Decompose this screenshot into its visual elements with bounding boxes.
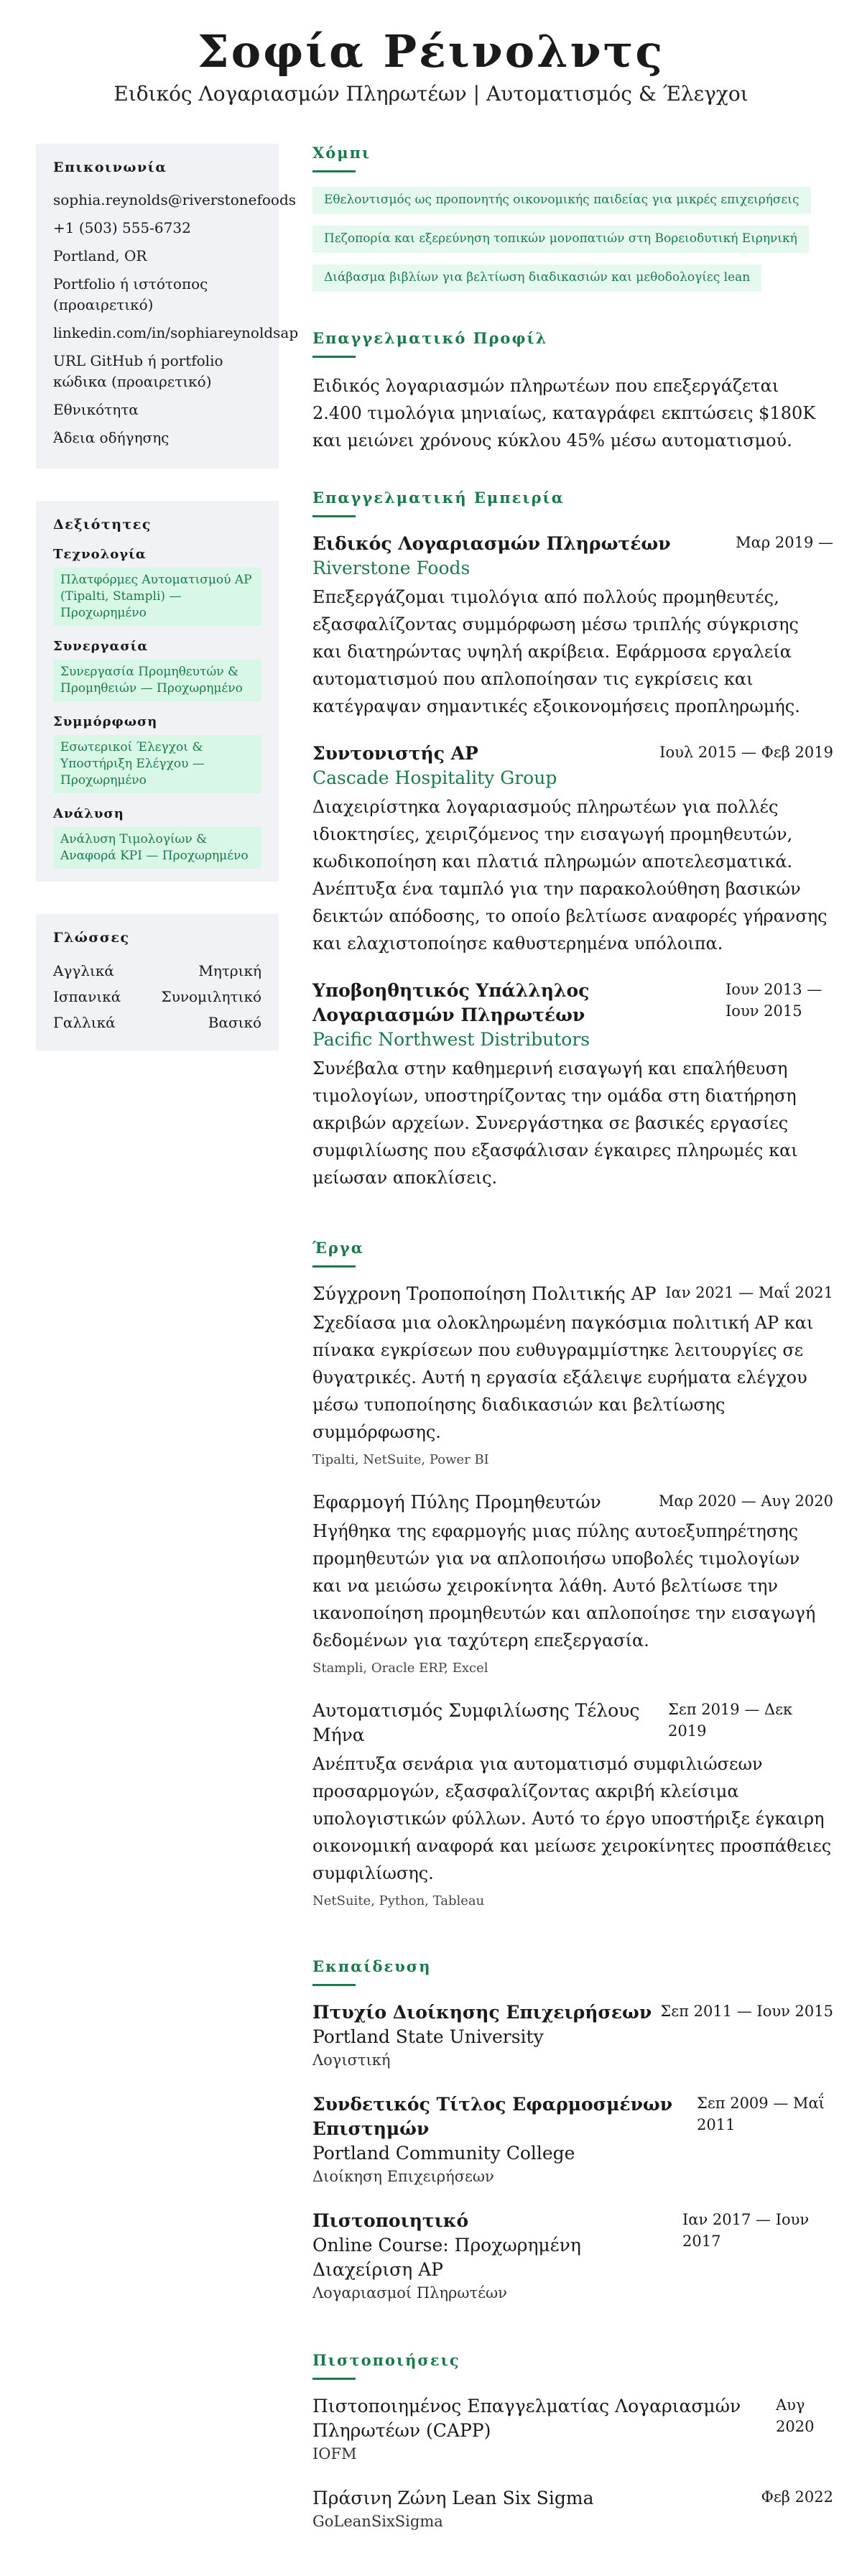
experience-title: Επαγγελματική Εμπειρία xyxy=(312,489,565,507)
hobbies-title: Χόμπι xyxy=(312,144,371,162)
project-date: Ιαν 2021 — Μαΐ 2021 xyxy=(665,1284,833,1301)
hobby-tag: Πεζοπορία και εξερεύνηση τοπικών μονοπατιών στη Βορειοδυτική Ειρηνική xyxy=(312,226,809,253)
school-name: Portland State University xyxy=(312,2026,544,2047)
section-underline xyxy=(312,1265,356,1268)
skill-group-name: Συνεργασία xyxy=(53,639,149,654)
profile-title: Επαγγελματικό Προφίλ xyxy=(312,329,548,347)
education-entry xyxy=(312,2092,833,2187)
project-entry xyxy=(312,1699,833,1910)
degree-name: Πιστοποιητικό xyxy=(312,2210,469,2231)
contact-linkedin[interactable]: linkedin.com/in/sophiareynoldsap xyxy=(53,324,299,341)
field-of-study: Λογιστική xyxy=(312,2051,391,2069)
skills-card xyxy=(36,501,279,882)
language-name: Γαλλικά xyxy=(53,1014,116,1031)
project-description: Ηγήθηκα της εφαρμογής μιας πύλης αυτοεξυπηρέτησης προμηθευτών για να απλοποιήσω υποβολές τιμολογίων και να μειώσω χειροκίνητα λάθη. Αυτό βελτίωσε την ικανοποίηση προμηθευτών και απλοποίησε την εισαγωγή δεδομένων για ταχύτερη επεξεργασία. xyxy=(312,1521,816,1651)
certification-date: Αυγ 2020 xyxy=(776,2396,815,2435)
section-underline xyxy=(312,356,356,358)
education-date: Σεπ 2011 — Ιουν 2015 xyxy=(660,2003,833,2020)
education-date: Ιαν 2017 — Ιουν 2017 xyxy=(682,2211,810,2250)
certification-entry xyxy=(312,2486,833,2532)
section-spacer xyxy=(312,303,833,329)
section-spacer xyxy=(312,1931,833,1957)
language-row xyxy=(53,986,261,1007)
job-description: Επεξεργάζομαι τιμολόγια από πολλούς προμηθευτές, εξασφαλίζοντας συμμόρφωση μέσω τριπλής σύγκρισης και διατηρώντας υψηλή ακρίβεια. Εφάρμοσα εργαλεία αυτοματισμού που απλοποίησαν τις εγκρίσεις και κατέγραψαν σημαντικές εξοικονομήσεις προπληρωμής. xyxy=(312,587,800,716)
skill-tag: Εσωτερικοί Έλεγχοι & Υποστήριξη Ελέγχου — Προχωρημένο xyxy=(53,735,261,793)
section-underline xyxy=(312,170,356,172)
certifications-title: Πιστοποιήσεις xyxy=(312,2351,460,2369)
school-name: Portland Community College xyxy=(312,2143,575,2164)
project-name: Αυτοματισμός Συμφιλίωσης Τέλους Μήνα xyxy=(312,1700,640,1745)
experience-entry xyxy=(312,979,833,1191)
contact-github[interactable]: URL GitHub ή portfolio κώδικα (προαιρετικό) xyxy=(53,352,223,390)
skill-tag: Πλατφόρμες Αυτοματισμού AP (Tipalti, Stampli) — Προχωρημένο xyxy=(53,568,261,626)
experience-section xyxy=(312,489,833,1191)
headline: Ειδικός Λογαριασμών Πληρωτέων | Αυτοματισμός & Έλεγχοι xyxy=(113,82,749,106)
degree-name: Συνδετικός Τίτλος Εφαρμοσμένων Επιστημών xyxy=(312,2094,673,2139)
hobby-tag: Εθελοντισμός ως προπονητής οικονομικής παιδείας για μικρές επιχειρήσεις xyxy=(312,187,811,214)
education-title: Εκπαίδευση xyxy=(312,1957,432,1975)
section-spacer xyxy=(312,1213,833,1239)
section-spacer xyxy=(312,2325,833,2351)
contact-location: Portland, OR xyxy=(53,247,147,264)
project-date: Μαρ 2020 — Αυγ 2020 xyxy=(658,1492,833,1510)
certification-entry xyxy=(312,2394,833,2465)
school-name: Online Course: Προχωρημένη Διαχείριση AP xyxy=(312,2235,581,2280)
education-date: Σεπ 2009 — Μαΐ 2011 xyxy=(697,2095,825,2133)
education-entry xyxy=(312,2000,833,2071)
profile-summary: Ειδικός λογαριασμών πληρωτέων που επεξεργάζεται 2.400 τιμολόγια μηνιαίως, καταγράφει εκπτώσεις $180K και μειώνει χρόνους κύκλου 45% μέσω αυτοματισμού. xyxy=(312,376,816,451)
certification-date: Φεβ 2022 xyxy=(761,2488,833,2506)
project-tech: Stampli, Oracle ERP, Excel xyxy=(312,1661,488,1676)
skills-title: Δεξιότητες xyxy=(53,517,152,532)
certification-name: Πιστοποιημένος Επαγγελματίας Λογαριασμών Πληρωτέων (CAPP) xyxy=(312,2396,741,2441)
project-tech: NetSuite, Python, Tableau xyxy=(312,1893,485,1908)
project-tech: Tipalti, NetSuite, Power BI xyxy=(312,1452,489,1467)
skill-group-name: Ανάλυση xyxy=(53,806,124,821)
contact-portfolio[interactable]: Portfolio ή ιστότοπος (προαιρετικό) xyxy=(53,275,208,313)
project-date: Σεπ 2019 — Δεκ 2019 xyxy=(668,1701,793,1740)
contact-card xyxy=(36,144,299,468)
job-title: Ειδικός Λογαριασμών Πληρωτέων xyxy=(312,533,671,554)
section-underline xyxy=(312,1984,356,1986)
job-description: Συνέβαλα στην καθημερινή εισαγωγή και επαλήθευση τιμολογίων, υποστηρίζοντας την ομάδα στη διατήρηση ακριβών αρχείων. Συνεργάστηκα σε βασικές εργασίες συμφιλίωσης που εξασφάλισαν έγκαιρες πληρωμές και μείωσαν αποκλίσεις. xyxy=(312,1058,798,1188)
resume-header xyxy=(0,0,862,106)
education-entry xyxy=(312,2209,833,2304)
certifications-section xyxy=(312,2351,833,2532)
field-of-study: Λογαριασμοί Πληρωτέων xyxy=(312,2284,507,2302)
language-name: Αγγλικά xyxy=(53,962,114,979)
language-level: Συνομιλητικό xyxy=(161,988,261,1005)
company-name: Riverstone Foods xyxy=(312,558,471,578)
project-name: Σύγχρονη Τροποποίηση Πολιτικής AP xyxy=(312,1283,657,1304)
field-of-study: Διοίκηση Επιχειρήσεων xyxy=(312,2168,494,2185)
company-name: Pacific Northwest Distributors xyxy=(312,1029,590,1050)
hobbies-section xyxy=(312,144,833,303)
experience-entry xyxy=(312,742,833,957)
profile-section xyxy=(312,329,833,454)
company-name: Cascade Hospitality Group xyxy=(312,767,557,788)
project-description: Σχεδίασα μια ολοκληρωμένη παγκόσμια πολιτική AP και πίνακα εγκρίσεων που ευθυγραμμίστηκε λειτουργίες σε θυγατρικές. Αυτή η εργασία εξάλειψε ευρήματα ελέγχου μέσω τυποποίησης διαδικασιών και βελτίωσης συμμόρφωσης. xyxy=(312,1313,814,1442)
certification-issuer: GoLeanSixSigma xyxy=(312,2513,443,2530)
sidebar xyxy=(36,144,299,1083)
contact-email[interactable]: sophia.reynolds@riverstonefoods xyxy=(53,191,297,208)
contact-license: Άδεια οδήγησης xyxy=(53,429,170,446)
project-entry xyxy=(312,1490,833,1677)
skill-group-name: Τεχνολογία xyxy=(53,547,147,562)
language-level: Βασικό xyxy=(208,1014,261,1031)
projects-title: Έργα xyxy=(312,1239,364,1257)
degree-name: Πτυχίο Διοίκησης Επιχειρήσεων xyxy=(312,2002,652,2023)
projects-section xyxy=(312,1239,833,1910)
language-row xyxy=(53,960,261,982)
section-underline xyxy=(312,2378,356,2380)
languages-card xyxy=(36,914,279,1051)
job-date: Μαρ 2019 — xyxy=(736,534,833,551)
language-row xyxy=(53,1012,261,1033)
skill-tag: Συνεργασία Προμηθευτών & Προμηθειών — Προχωρημένο xyxy=(53,660,261,701)
contact-phone[interactable]: +1 (503) 555-6732 xyxy=(53,219,191,236)
job-description: Διαχειρίστηκα λογαριασμούς πληρωτέων για πολλές ιδιοκτησίες, χειριζόμενος την εισαγωγή προμηθευτών, κωδικοποίηση και πλατιά πληρωμών αποτελεσματικά. Ανέπτυξα ένα ταμπλό για την παρακολούθηση βασικών δεικτών απόδοσης, το οποίο βελτίωσε αναφορές γήρανσης και ελαχιστοποίησε καθυστερημένα υπόλοιπα. xyxy=(312,797,828,954)
contact-nationality: Εθνικότητα xyxy=(53,401,139,418)
experience-entry xyxy=(312,532,833,720)
education-section xyxy=(312,1957,833,2304)
main-content xyxy=(312,144,833,2554)
job-date: Ιουν 2013 — Ιουν 2015 xyxy=(726,981,822,1020)
project-description: Ανέπτυξα σενάρια για αυτοματισμό συμφιλιώσεων προσαρμογών, εξασφαλίζοντας ακριβή κλείσιμα υπολογιστικών φύλλων. Αυτό το έργο υποστήριξε έγκαιρη οικονομική αναφορά και μείωσε χειροκίνητες προσπάθειες συμφιλίωσης. xyxy=(312,1754,832,1883)
language-level: Μητρική xyxy=(198,962,261,979)
person-name: Σοφία Ρέινολντς xyxy=(197,25,665,78)
hobby-tag: Διάβασμα βιβλίων για βελτίωση διαδικασιών και μεθοδολογίες lean xyxy=(312,264,761,292)
job-title: Υποβοηθητικός Υπάλληλος Λογαριασμών Πληρωτέων xyxy=(312,980,590,1025)
section-underline xyxy=(312,515,356,517)
job-date: Ιουλ 2015 — Φεβ 2019 xyxy=(659,744,833,761)
project-entry xyxy=(312,1282,833,1469)
language-name: Ισπανικά xyxy=(53,988,121,1005)
contact-title: Επικοινωνία xyxy=(53,160,167,175)
certification-issuer: IOFM xyxy=(312,2445,357,2462)
job-title: Συντονιστής AP xyxy=(312,743,478,764)
skill-group-name: Συμμόρφωση xyxy=(53,714,158,729)
project-name: Εφαρμογή Πύλης Προμηθευτών xyxy=(312,1492,601,1513)
languages-title: Γλώσσες xyxy=(53,930,130,946)
certification-name: Πράσινη Ζώνη Lean Six Sigma xyxy=(312,2488,594,2508)
skill-tag: Ανάλυση Τιμολογίων & Αναφορά KPI — Προχωρημένο xyxy=(53,827,261,869)
